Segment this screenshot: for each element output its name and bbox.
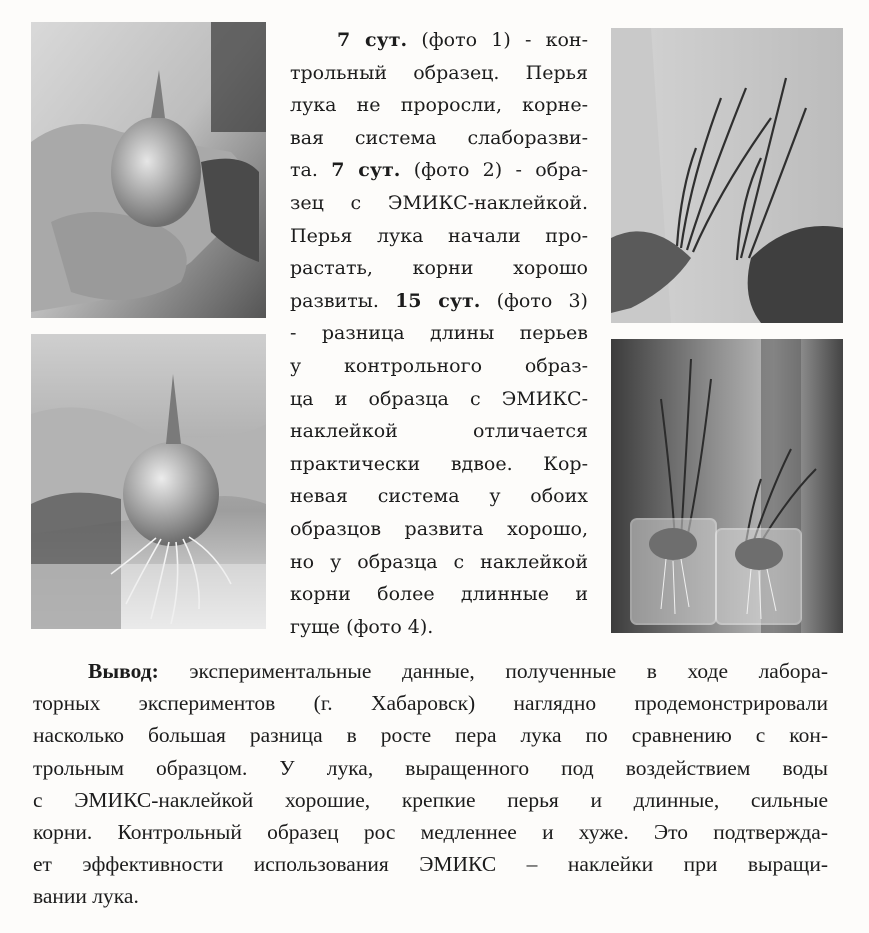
column-line-5: та. 7 сут. (фото 2) - обра- [290, 159, 588, 182]
column-line-13: наклейкой отличается [290, 420, 588, 443]
column-line-3: лука не проросли, корне- [290, 94, 588, 117]
column-line-8: растать, корни хорошо [290, 257, 588, 280]
column-line-17: но у образца с наклейкой [290, 550, 588, 573]
column-line-6: зец с ЭМИКС-наклейкой. [290, 191, 588, 214]
column-line-1: 7 сут. (фото 1) - кон- [337, 29, 588, 51]
day-7-control-label: 7 сут. [337, 29, 408, 51]
conclusion-line-8: вании лука. [33, 884, 139, 909]
photo-onions-in-glasses [611, 339, 843, 633]
photo-onion-sprouts-in-hands-image [611, 28, 843, 323]
photo-onions-in-glasses-image [611, 339, 843, 633]
column-line-15: невая система у обоих [290, 485, 588, 508]
conclusion-paragraph [33, 655, 828, 913]
conclusion-line-6: корни. Контрольный образец рос медленнее и хуже. Это подтвержда- [33, 820, 828, 845]
conclusion-line-7: ет эффективности использования ЭМИКС – наклейки при выращи- [33, 852, 828, 877]
column-line-14: практически вдвое. Кор- [290, 452, 588, 475]
day-7-sample-label: 7 сут. [331, 159, 401, 182]
column-line-18: корни более длинные и [290, 583, 588, 606]
photo-onion-with-roots-image [31, 334, 266, 629]
column-line-11: у контрольного образ- [290, 354, 588, 377]
column-line-19: гуще (фото 4). [290, 615, 434, 638]
column-line-7: Перья лука начали про- [290, 224, 588, 247]
photo-onion-with-roots [31, 334, 266, 629]
conclusion-line-1: Вывод: экспериментальные данные, полученные в ходе лабора- [88, 659, 828, 683]
photo-onion-in-hand [31, 22, 266, 318]
photo-onion-sprouts-in-hands [611, 28, 843, 323]
conclusion-lead: Вывод: [88, 659, 159, 683]
column-line-16: образцов развита хорошо, [290, 517, 588, 540]
column-line-12: ца и образца с ЭМИКС- [290, 387, 588, 410]
column-line-9: развиты. 15 сут. (фото 3) [290, 289, 588, 312]
article-column-text [290, 24, 588, 643]
conclusion-line-5: с ЭМИКС-наклейкой хорошие, крепкие перья и длинные, сильные [33, 787, 828, 812]
conclusion-line-4: трольным образцом. У лука, выращенного под воздействием воды [33, 755, 828, 780]
conclusion-line-3: насколько большая разница в росте пера лука по сравнению с кон- [33, 723, 828, 748]
column-line-4: вая система слаборазви- [290, 126, 588, 149]
conclusion-line-2: торных экспериментов (г. Хабаровск) наглядно продемонстрировали [33, 691, 828, 716]
column-line-2: трольный образец. Перья [290, 61, 588, 84]
day-15-label: 15 сут. [395, 289, 481, 312]
photo-onion-in-hand-image [31, 22, 266, 318]
column-line-10: - разница длины перьев [290, 322, 588, 345]
